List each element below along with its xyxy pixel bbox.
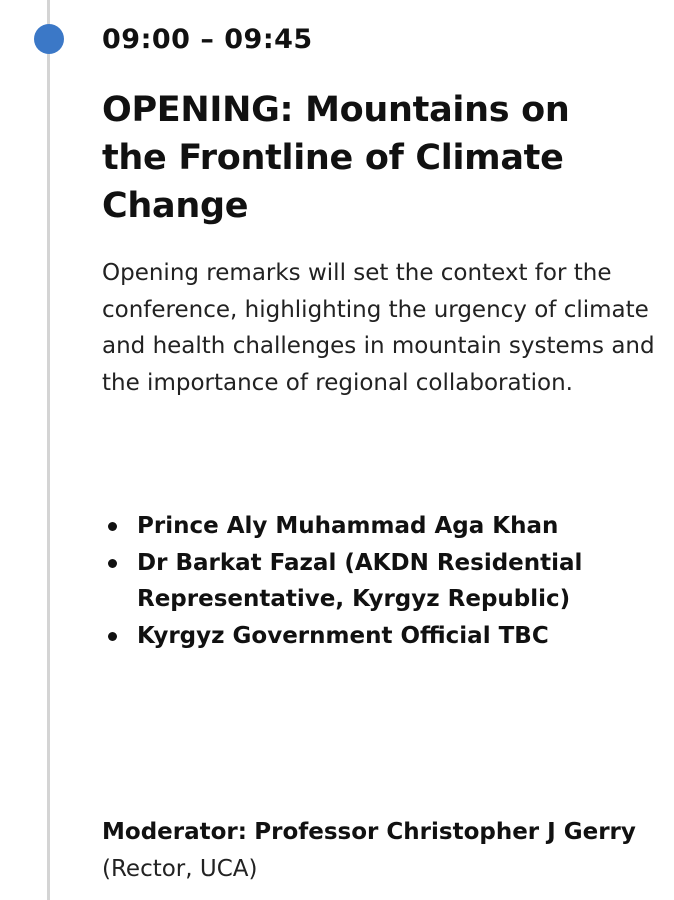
moderator: [102, 814, 662, 887]
speaker-list: [102, 508, 642, 654]
speaker-item: [102, 618, 642, 655]
bullet-icon: [108, 522, 117, 531]
speaker-name: Prince Aly Muhammad Aga Khan: [137, 513, 559, 539]
timeline-dot-icon: [34, 24, 64, 54]
moderator-label: Moderator:: [102, 819, 247, 845]
moderator-role: (Rector, UCA): [102, 855, 258, 882]
session-title: OPENING: Mountains on the Frontline of Climate Change: [102, 90, 570, 226]
bullet-icon: [108, 559, 117, 568]
speaker-name: Dr Barkat Fazal (AKDN Residential Representative, Kyrgyz Republic): [137, 549, 583, 612]
session-description: Opening remarks will set the context for the conference, highlighting the urgency of climate and health challenges in mountain systems and the importance of regional collaboration.: [102, 260, 655, 396]
speaker-item: [102, 545, 642, 618]
speaker-name: Kyrgyz Government Official TBC: [137, 622, 549, 649]
timeline-line: [47, 0, 50, 900]
bullet-icon: [108, 632, 117, 641]
speaker-item: [102, 508, 642, 545]
session-time: 09:00 – 09:45: [102, 24, 313, 55]
moderator-name: Professor Christopher J Gerry: [254, 819, 636, 845]
